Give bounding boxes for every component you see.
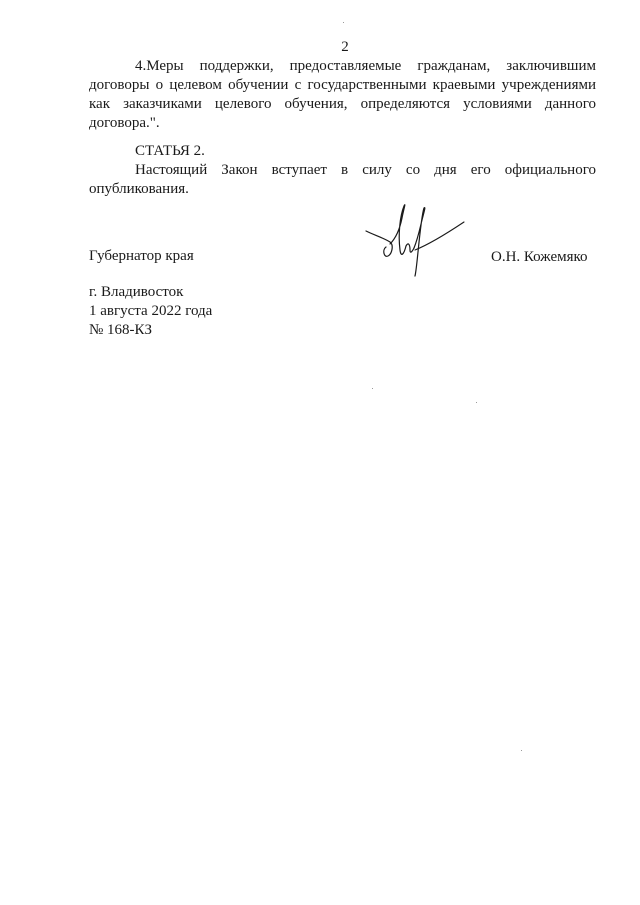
signatory-role: Губернатор края — [89, 248, 194, 264]
scan-speck — [476, 402, 477, 403]
paragraph-support-measures: 4.Меры поддержки, предоставляемые гражданам, заключившим договоры о целевом обучении с государственными краевыми учреждениями как заказчиками целевого обучения, определяются условиями данного договора.". — [89, 58, 596, 131]
article-2-heading: СТАТЬЯ 2. — [135, 143, 205, 159]
scan-speck — [521, 750, 522, 751]
handwritten-signature — [360, 198, 470, 278]
issue-place: г. Владивосток — [89, 284, 184, 300]
scan-speck — [372, 388, 373, 389]
issue-details — [89, 283, 212, 340]
page-number: 2 — [341, 39, 349, 55]
signatory-name: О.Н. Кожемяко — [491, 249, 588, 265]
law-number: № 168-КЗ — [89, 322, 153, 338]
issue-date: 1 августа 2022 года — [89, 303, 213, 319]
paragraph-entry-into-force: Настоящий Закон вступает в силу со дня его официального опубликования. — [89, 162, 596, 197]
scan-speck — [343, 22, 344, 23]
